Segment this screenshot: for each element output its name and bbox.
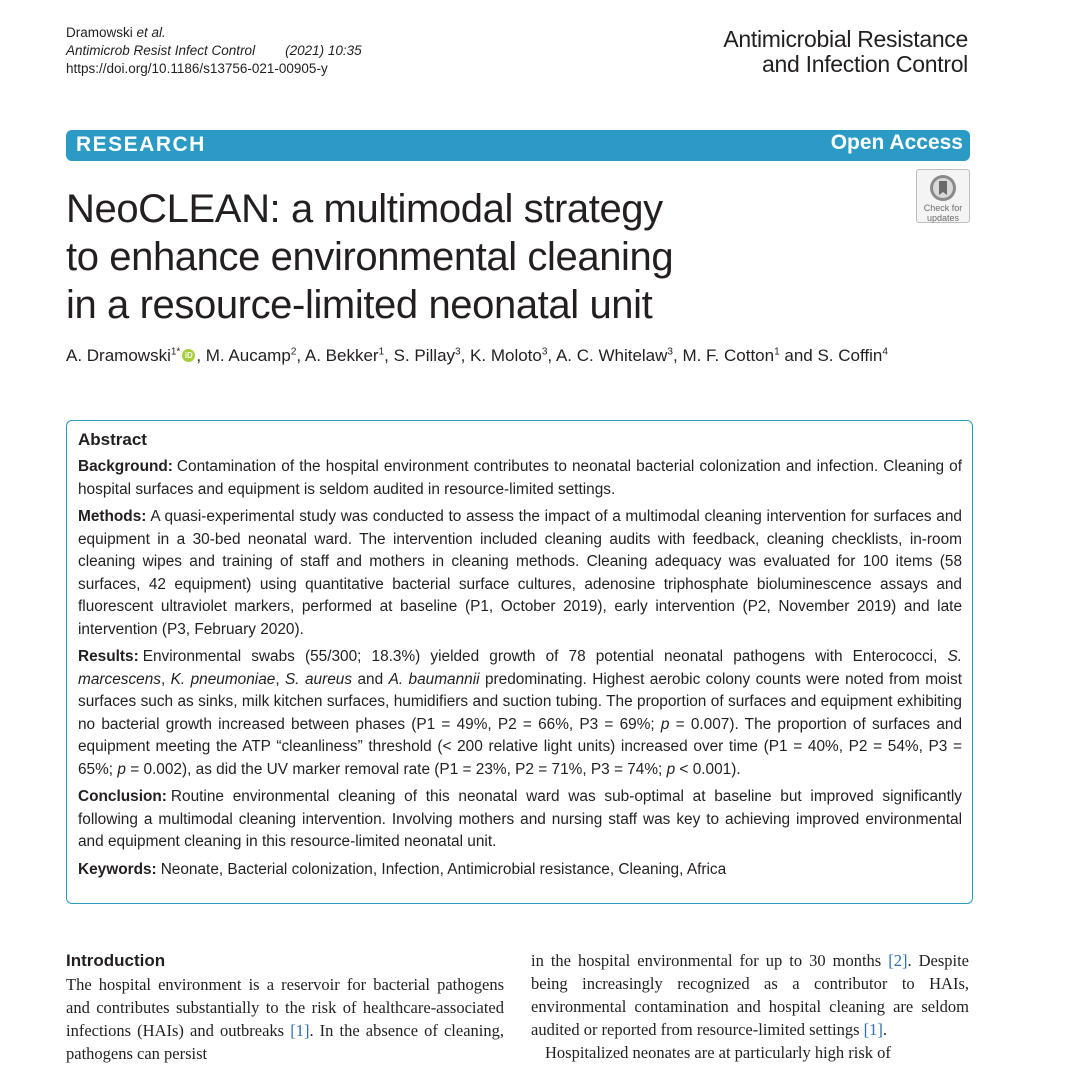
citation-doi-link[interactable]: https://doi.org/10.1186/s13756-021-00905-y [66,61,328,76]
author-affiliation: 2 [290,346,297,358]
author-name: S. Pillay [393,346,456,365]
citation-journal [66,42,362,60]
abstract-conclusion: Conclusion: Routine environmental cleaning of this neonatal ward was sub-optimal at baseline but improved significantly following a multimodal cleaning intervention. Involving mothers and nursing staff was key to achieving improved environmental and equipment cleaning in this resource-limited neonatal unit. [78,788,962,850]
author-name: M. Aucamp [205,346,291,365]
intro-column-right [531,949,969,1064]
open-access-label: Open Access [830,131,963,154]
intro-heading: Introduction [66,951,166,970]
author-list: A. Dramowski$^{1*}$ iD , M. Aucamp$^2$, A. Bekker$^1$, S. Pillay$^3$, K. Moloto$^3$, A. C. Whitelaw$^3$, M. F. Cotton$^1$ and S. Coffin$^4$ [66,346,888,365]
citation-journal-abbrev: Antimicrob Resist Infect Control [66,43,256,58]
article-type-label: RESEARCH [76,133,206,156]
author-affiliation: 1 [774,346,780,358]
citation-year-volume: (2021) 10:35 [285,43,362,58]
section-label: Keywords: [78,860,157,878]
check-for-updates-badge[interactable] [916,169,970,223]
reference-link[interactable]: [1] [290,1021,310,1040]
citation-authors [66,24,362,42]
author-name: A. C. Whitelaw [555,346,668,365]
journal-name-line2: and Infection Control [762,51,968,77]
author-name: K. Moloto [470,346,542,365]
badge-line1: Check for [923,203,963,213]
journal-name-line1: Antimicrobial Resistance [723,26,968,52]
intro-paragraph: The hospital environment is a reservoir for bacterial pathogens and contributes substantially to the risk of healthcare-associated infections (HAIs) and outbreaks [1]. In the absence of cleaning, pathogens can persist [66,975,504,1063]
bookmark-update-icon [928,173,958,203]
article-title [66,185,766,329]
author-name: A. Bekker [304,346,379,365]
title-line3: in a resource-limited neonatal unit [66,283,653,327]
abstract-results: Results: Environmental swabs (55/300; 18.3%) yielded growth of 78 potential neonatal pathogens with Enterococci, S. marcescens, K. pneumoniae, S. aureus and A. baumannii predominating. Highest aerobic colony counts were noted from moist surfaces such as sinks, milk kitchen surfaces, humidifiers and suction tubing. The proportion of surfaces and equipment exhibiting no bacterial growth increased between phases (P1 = 49%, P2 = 66%, P3 = 69%; p = 0.007). The proportion of surfaces and equipment meeting the ATP “cleanliness” threshold (< 200 relative light units) increased over time (P1 = 40%, P2 = 54%, P3 = 65%; p = 0.002), as did the UV marker removal rate (P1 = 23%, P2 = 71%, P3 = 74%; p < 0.001). [78,648,963,778]
title-line1: NeoCLEAN: a multimodal strategy [66,187,663,231]
journal-name [723,27,968,77]
intro-paragraph: Hospitalized neonates are at particularly high risk of [545,1043,891,1062]
section-label: Conclusion: [78,788,167,805]
author-affiliation: 4 [882,346,888,358]
section-label: Methods: [78,508,147,525]
author-affiliation: 3 [667,346,673,358]
abstract-methods: Methods: A quasi-experimental study was conducted to assess the impact of a multimodal cleaning intervention for surfaces and equipment in a 30-bed neonatal ward. The intervention included cleaning audits with feedback, cleaning checklists, in-room cleaning wipes and training of staff and mothers in cleaning methods. Cleaning adequacy was evaluated for 100 items (58 surfaces, 42 equipment) using quantitative bacterial surface cultures, adenosine triphosphate bioluminescence assays and fluorescent ultraviolet markers, performed at baseline (P1, October 2019), early intervention (P2, November 2019) and late intervention (P3, February 2020). [78,508,962,638]
reference-link[interactable]: [1] [863,1020,883,1039]
article-type-banner [66,130,970,161]
title-line2: to enhance environmental cleaning [66,235,674,279]
badge-line2: updates [926,213,960,223]
citation-first-author: Dramowski [66,25,133,40]
abstract-heading: Abstract [78,430,147,449]
intro-paragraph: in the hospital environmental for up to 30 months [2]. Despite being increasingly recognized as a contributor to HAIs, environmental contamination and hospital cleaning are seldom audited or reported from resource-limited settings [1]. [531,951,969,1039]
author-affiliation: 3 [455,346,461,358]
abstract-keywords: Keywords: Neonate, Bacterial colonization, Infection, Antimicrobial resistance, Cleaning, Africa [78,860,727,878]
abstract-box [66,420,973,904]
author-affiliation: 1 [378,346,385,358]
section-label: Results: [78,648,139,665]
section-label: Background: [78,458,173,475]
abstract-background: Background: Contamination of the hospital environment contributes to neonatal bacterial colonization and infection. Cleaning of hospital surfaces and equipment is seldom audited in resource-limited settings. [78,458,962,498]
citation-block [66,24,362,78]
author-name: S. Coffin [817,346,883,365]
reference-link[interactable]: [2] [888,951,908,970]
orcid-icon[interactable]: iD [182,349,195,362]
author-affiliation: 1* [170,346,181,358]
author-affiliation: 3 [541,346,548,358]
author-name: M. F. Cotton [682,346,775,365]
citation-et-al: et al. [136,25,166,40]
intro-column-left [66,949,504,1065]
author-name: A. Dramowski [66,346,171,365]
